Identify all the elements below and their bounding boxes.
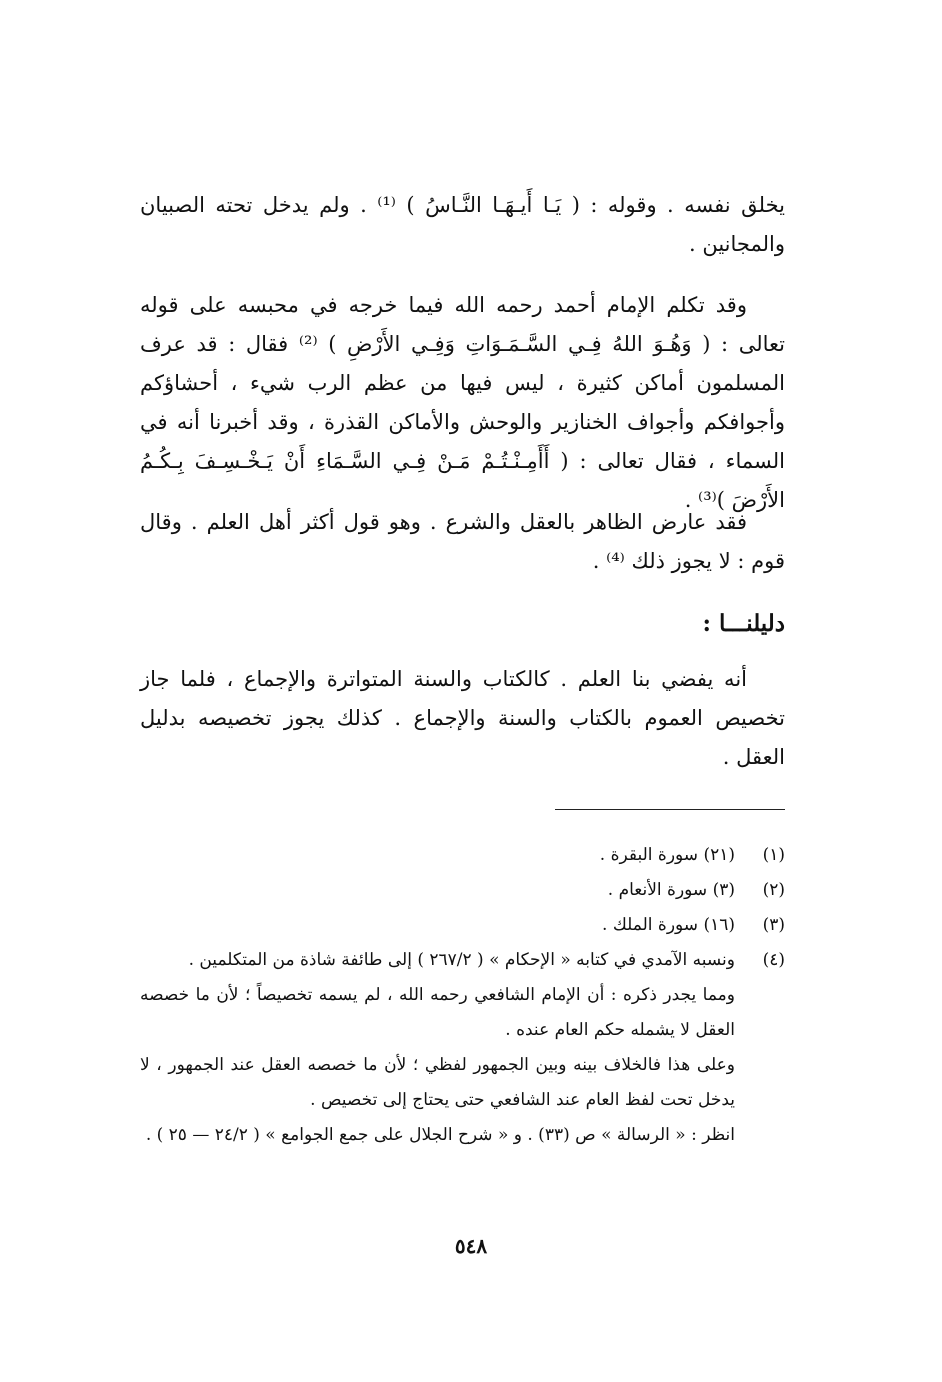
footnote-line: وعلى هذا فالخلاف بينه وبين الجمهور لفظي ؛ لأن ما خصصه العقل عند الجمهور ، لا يدخل تحت لفظ العام عند الشافعي حتى يحتاج إلى تخصيص . xyxy=(140,1055,735,1110)
footnote-number: (٢) xyxy=(762,880,785,900)
footnote-line: ونسبه الآمدي في كتابه « الإحكام » ( ٢٦٧/٢ ) إلى طائفة شاذة من المتكلمين . xyxy=(188,950,735,970)
footnote-text: (٢١) سورة البقرة . xyxy=(599,845,735,865)
footnote-separator xyxy=(555,809,785,810)
footnotes xyxy=(140,838,785,1153)
footnote-3 xyxy=(140,908,785,943)
footnote-line: انظر : « الرسالة » ص (٣٣) . و « شرح الجلال على جمع الجوامع » ( ٢٤/٢ — ٢٥ ) . xyxy=(145,1125,735,1145)
footnote-line: ومما يجدر ذكره : أن الإمام الشافعي رحمه الله ، لم يسمه تخصيصاً ؛ لأن ما خصصه العقل لا يشمله حكم العام عنده . xyxy=(140,985,735,1040)
main-text-top xyxy=(140,186,785,264)
paragraph-imam-ahmad: وقد تكلم الإمام أحمد رحمه الله فيما خرجه في محبسه على قوله تعالى : ( وَهُـوَ اللهُ فِـي السَّـمَـوَاتِ وَفِـي الأَرْضِ ) ⁽²⁾ فقال : قد عرف المسلمون أماكن كثيرة ، ليس فيها من عظم الرب شيء ، أحشاؤكم وأجوافكم وأجواف الخنازير والوحش والأماكن القذرة ، وقد أخبرنا أنه في السماء ، فقال تعالى : ( أَأَمِـنْـتُـمْ مَـنْ فِـي السَّـمَاءِ أَنْ يَـخْـسِـفَ بِـكُـمُ الأَرْضَ )⁽³⁾ . xyxy=(140,293,786,512)
page-number: ٥٤٨ xyxy=(454,1234,488,1258)
main-text-objection xyxy=(140,503,785,581)
footnote-number: (١) xyxy=(762,845,785,865)
footnote-text: (٣) سورة الأنعام . xyxy=(607,880,735,900)
footnote-text xyxy=(140,943,735,1153)
footnote-2 xyxy=(140,873,785,908)
footnote-text: (١٦) سورة الملك . xyxy=(602,915,735,935)
main-text-middle xyxy=(140,286,785,520)
footnote-1 xyxy=(140,838,785,873)
main-text-evidence xyxy=(140,660,785,777)
footnote-number: (٤) xyxy=(762,950,785,970)
footnote-4 xyxy=(140,943,785,1153)
paragraph-continuation: يخلق نفسه . وقوله : ( يَـا أَيـهَـا النَّـاسُ ) ⁽¹⁾ . ولم يدخل تحته الصبيان والمجانين . xyxy=(140,193,785,256)
section-heading: دليلنـــا : xyxy=(702,610,785,637)
paragraph-evidence: أنه يفضي بنا العلم . كالكتاب والسنة المتواترة والإجماع ، فلما جاز تخصيص العموم بالكتاب والسنة والإجماع . كذلك يجوز تخصيصه بدليل العقل . xyxy=(140,667,785,769)
footnote-number: (٣) xyxy=(762,915,785,935)
paragraph-objection: فقد عارض الظاهر بالعقل والشرع . وهو قول أكثر أهل العلم . وقال قوم : لا يجوز ذلك ⁽⁴⁾ . xyxy=(140,510,785,573)
